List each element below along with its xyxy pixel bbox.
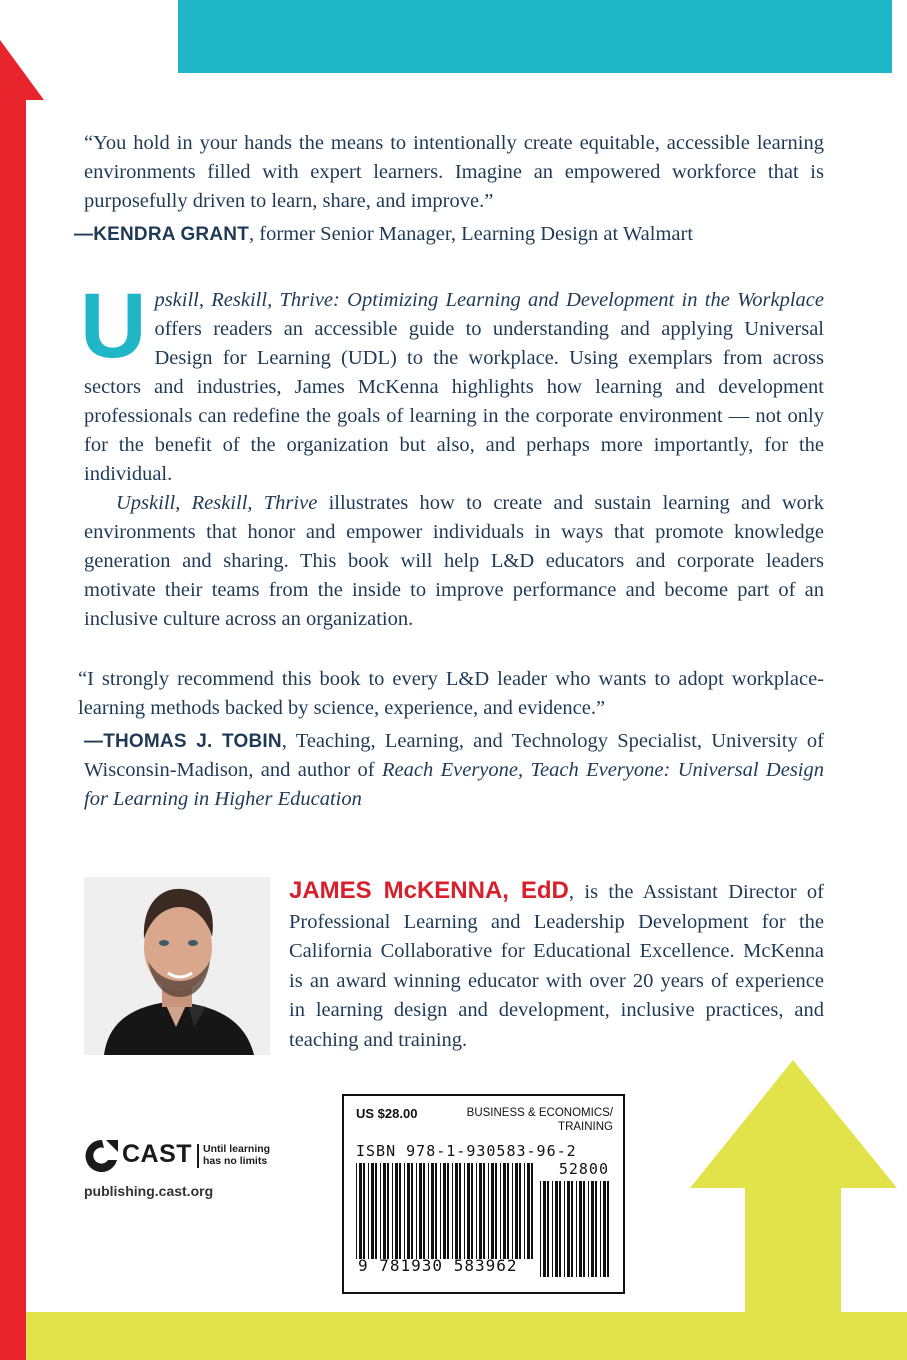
description-paragraph-2 (84, 489, 824, 634)
barcode-bar (471, 1163, 473, 1259)
book-title-italic-2: Upskill, Reskill, Thrive (116, 492, 318, 514)
quote-1-name: KENDRA GRANT (93, 224, 250, 245)
quote-1-attribution (74, 220, 824, 249)
barcode-bar (431, 1163, 434, 1259)
barcode-bar (579, 1181, 582, 1277)
author-name: JAMES McKENNA, EdD (289, 877, 569, 904)
description-p2-text: illustrates how to create and sustain learning and work environments that honor and empower individuals in ways that promote knowledge generation and sharing. This book will help L&D educators and corporate leaders motivate their teams from the inside to improve performance and become part of an inclusive culture across an organization. (84, 492, 824, 630)
red-arrow-decoration (0, 0, 46, 1360)
barcode-bar (380, 1163, 381, 1259)
barcode-bar (576, 1181, 577, 1277)
barcode-bar (515, 1163, 518, 1259)
author-bio-text: , is the Assistant Director of Professional Learning and Leadership Development for the California Collaborative for Educational Excellence. McKenna is an award winning educator with over 20 years of experience in learning design and development, inclusive practices, and teaching and training. (289, 881, 824, 1051)
barcode-bar (603, 1181, 606, 1277)
quote-2-text: “I strongly recommend this book to every L&D leader who wants to adopt workplace-learning methods backed by science, experience, and evidence.” (78, 668, 824, 719)
description-p1-text: offers readers an accessible guide to understanding and applying Universal Design for Learning (UDL) to the workplace. Using exemplars from across sectors and industries, James McKenna highlights how learning and development professionals can redefine the goals of learning in the corporate environment — not only for the benefit of the organization but also, and perhaps more importantly, for the individual. (84, 318, 824, 485)
barcode-bar (491, 1163, 494, 1259)
quote-2-role: , Teaching, Learning, and Technology Specialist, University of Wisconsin-Madison, and author of (84, 730, 824, 781)
barcode-bar (527, 1163, 530, 1259)
barcode-bar (607, 1181, 609, 1277)
author-portrait-illustration (84, 877, 270, 1055)
barcode-bar (571, 1181, 573, 1277)
logo-divider (197, 1144, 199, 1168)
barcode-bar (564, 1181, 565, 1277)
bottom-yellow-bar (26, 1312, 907, 1360)
endorsement-quote-2 (78, 665, 824, 814)
barcode-bar (519, 1163, 521, 1259)
quote-1-role: , former Senior Manager, Learning Design at Walmart (249, 223, 694, 245)
barcode-bar (363, 1163, 365, 1259)
barcode-bar (479, 1163, 482, 1259)
barcode-bar (404, 1163, 405, 1259)
addon-code-label: 52800 (558, 1160, 609, 1178)
barcode-addon-bars (540, 1181, 612, 1277)
barcode-bar (547, 1181, 549, 1277)
barcode-box (342, 1094, 625, 1294)
barcode-bar (375, 1163, 377, 1259)
barcode-bar (443, 1163, 446, 1259)
barcode-bar (567, 1181, 570, 1277)
barcode-bar (531, 1163, 533, 1259)
quote-2-dash: — (84, 731, 104, 752)
barcode-bar (555, 1181, 558, 1277)
barcode-bar (503, 1163, 506, 1259)
barcode-bar (435, 1163, 437, 1259)
barcode-bar (591, 1181, 594, 1277)
quote-1-dash: — (74, 224, 94, 245)
barcode-bar (464, 1163, 465, 1259)
barcode-bar (392, 1163, 393, 1259)
barcode-bar (371, 1163, 374, 1259)
barcode-bar (467, 1163, 470, 1259)
description-paragraph-1 (80, 275, 824, 489)
barcode-bar (419, 1163, 422, 1259)
barcode-bar (395, 1163, 398, 1259)
quote-1-text: “You hold in your hands the means to intentionally create equitable, accessible learning environments filled with expert learners. Imagine an empowered workforce that is purposefully driven to learn, share, and improve.” (84, 132, 824, 212)
barcode-bar (588, 1181, 589, 1277)
barcode-bar (459, 1163, 461, 1259)
barcode-bar (552, 1181, 553, 1277)
barcode-bar (423, 1163, 425, 1259)
endorsement-quote-1 (74, 129, 824, 249)
category-label: BUSINESS & ECONOMICS/ TRAINING (466, 1107, 613, 1133)
barcode-bar (476, 1163, 477, 1259)
barcode-bar (524, 1163, 525, 1259)
book-title-italic: pskill, Reskill, Thrive: Optimizing Learning and Development in the Workplace (154, 289, 824, 311)
barcode-bar (600, 1181, 601, 1277)
barcode-bar (507, 1163, 509, 1259)
barcode-bar (356, 1163, 357, 1259)
cast-logo-icon (84, 1138, 120, 1174)
publisher-url: publishing.cast.org (84, 1183, 214, 1199)
barcode-bar (452, 1163, 453, 1259)
barcode-bar (559, 1181, 561, 1277)
book-description (80, 275, 824, 634)
quote-2-book-title: Reach Everyone, Teach Everyone: Universal Design for Learning in Higher Education (84, 759, 824, 810)
top-teal-bar (178, 0, 892, 73)
quote-2-name: THOMAS J. TOBIN (103, 731, 282, 752)
barcode-bar (455, 1163, 458, 1259)
barcode-bar (428, 1163, 429, 1259)
cast-tagline: Until learning has no limits (203, 1143, 271, 1167)
barcode-bar (500, 1163, 501, 1259)
barcode-bar (488, 1163, 489, 1259)
barcode-bar (595, 1181, 597, 1277)
author-bio (289, 876, 824, 1055)
barcode-bar (368, 1163, 369, 1259)
quote-2-attribution (84, 727, 824, 814)
drop-cap: U (80, 275, 147, 377)
author-photo (84, 877, 270, 1055)
barcode-bar (359, 1163, 362, 1259)
price-label: US $28.00 (356, 1106, 418, 1121)
isbn-label: ISBN 978-1-930583-96-2 (356, 1142, 577, 1160)
barcode-bar (411, 1163, 413, 1259)
barcode-bar (543, 1181, 546, 1277)
barcode-bar (440, 1163, 441, 1259)
barcode-bar (512, 1163, 513, 1259)
barcode-bar (540, 1181, 541, 1277)
cast-logo-word: CAST (122, 1140, 193, 1168)
barcode-bar (447, 1163, 449, 1259)
barcode-bar (495, 1163, 497, 1259)
barcode-bar (407, 1163, 410, 1259)
barcode-bar (416, 1163, 417, 1259)
barcode-bar (583, 1181, 585, 1277)
barcode-bar (483, 1163, 485, 1259)
barcode-main-bars (356, 1163, 536, 1259)
barcode-bar (399, 1163, 401, 1259)
barcode-digits: 9 781930 583962 (358, 1256, 518, 1275)
barcode-bar (383, 1163, 386, 1259)
cast-logo (84, 1136, 284, 1176)
barcode-bar (387, 1163, 389, 1259)
